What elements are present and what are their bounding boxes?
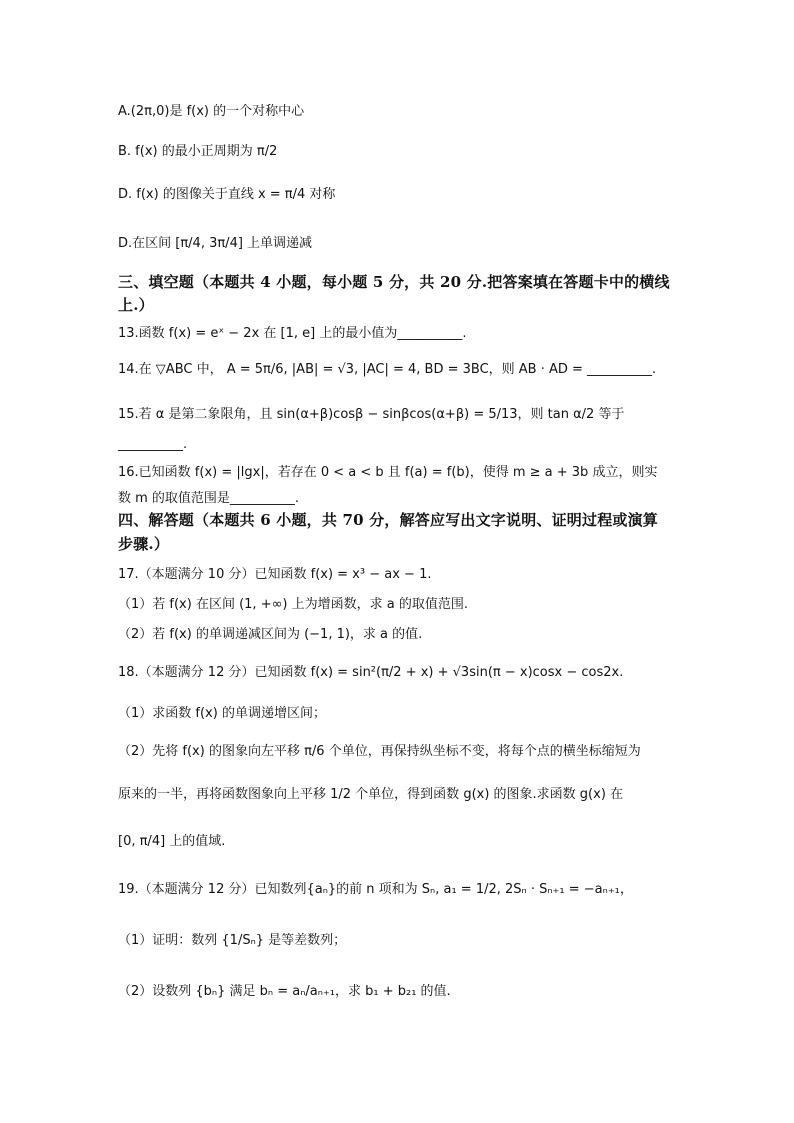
option-b: [118, 140, 277, 159]
question-15-blank: __________.: [118, 437, 188, 452]
question-13-text: 13.函数 f(x) = eˣ − 2x 在 [1, e] 上的最小值为__________.: [118, 326, 467, 341]
question-17-part2: [118, 623, 422, 642]
option-d-second-text: D.在区间 [π/4, 3π/4] 上单调递减: [118, 236, 313, 251]
question-19-part1: [118, 929, 346, 948]
question-16-line1: [118, 461, 657, 480]
question-15-line2: [118, 437, 187, 452]
question-18-part2-line1: [118, 740, 641, 759]
option-b-text: B. f(x) 的最小正周期为 π/2: [118, 144, 278, 159]
option-d-second: [118, 232, 312, 251]
section3-heading-line2: 上.）: [118, 296, 154, 314]
option-a-text: A.(2π,0)是 f(x) 的一个对称中心: [118, 104, 305, 119]
question-19-part2: [118, 980, 451, 999]
question-19-stem-text: 19.（本题满分 12 分）已知数列{aₙ}的前 n 项和为 Sₙ, a₁ = 1/2, 2Sₙ · Sₙ₊₁ = −aₙ₊₁，: [118, 882, 633, 897]
question-16-text: 16.已知函数 f(x) = |lgx|，若存在 0 < a < b 且 f(a) = f(b)，使得 m ≥ a + 3b 成立，则实: [118, 465, 658, 480]
question-13: [118, 322, 466, 341]
question-19-stem: [118, 878, 633, 897]
question-17-part1: [118, 593, 468, 612]
question-18-part2-line3: [118, 830, 225, 849]
question-17-stem: [118, 563, 431, 582]
question-16-text-2: 数 m 的取值范围是__________.: [118, 491, 300, 506]
option-a: [118, 100, 304, 119]
question-17-part1-text: （1）若 f(x) 在区间 (1, +∞) 上为增函数，求 a 的取值范围.: [118, 597, 468, 612]
question-19-part1-text: （1）证明：数列 {1/Sₙ} 是等差数列；: [118, 933, 347, 948]
question-18-part2-text-2: 原来的一半，再将函数图象向上平移 1/2 个单位，得到函数 g(x) 的图象.求函数 g(x) 在: [118, 787, 624, 802]
question-17-part2-text: （2）若 f(x) 的单调递减区间为 (−1, 1)，求 a 的值.: [118, 627, 423, 642]
section4-heading-line2: 步骤.）: [118, 535, 170, 553]
question-18-part1-text: （1）求函数 f(x) 的单调递增区间；: [118, 706, 326, 721]
question-19-part2-text: （2）设数列 {bₙ} 满足 bₙ = aₙ/aₙ₊₁，求 b₁ + b₂₁ 的值.: [118, 984, 451, 999]
question-18-stem-text: 18.（本题满分 12 分）已知函数 f(x) = sin²(π/2 + x) + √3sin(π − x)cosx − cos2x.: [118, 665, 624, 680]
question-18-part2-line2: [118, 783, 623, 802]
question-18-part1: [118, 702, 326, 721]
question-14: [118, 358, 656, 377]
question-16-line2: [118, 487, 299, 506]
question-18-part2-text-1: （2）先将 f(x) 的图象向左平移 π/6 个单位，再保持纵坐标不变，将每个点的横坐标缩短为: [118, 744, 641, 759]
question-14-text: 14.在 ▽ABC 中， A = 5π/6, |AB| = √3, |AC| = 4, BD = 3BC，则 AB · AD = __________.: [118, 362, 657, 377]
option-d-first-text: D. f(x) 的图像关于直线 x = π/4 对称: [118, 187, 336, 202]
question-15-line1: [118, 403, 624, 422]
question-15-text: 15.若 α 是第二象限角，且 sin(α+β)cosβ − sinβcos(α+β) = 5/13，则 tan α/2 等于: [118, 407, 625, 422]
question-18-part2-text-3: [0, π/4] 上的值域.: [118, 834, 226, 849]
question-17-stem-text: 17.（本题满分 10 分）已知函数 f(x) = x³ − ax − 1.: [118, 567, 432, 582]
section3-heading-line1: 三、填空题（本题共 4 小题，每小题 5 分，共 20 分.把答案填在答题卡中的横线: [118, 273, 670, 291]
option-d-first: [118, 183, 335, 202]
question-18-stem: [118, 661, 623, 680]
section4-heading-line1: 四、解答题（本题共 6 小题，共 70 分，解答应写出文字说明、证明过程或演算: [118, 511, 659, 529]
